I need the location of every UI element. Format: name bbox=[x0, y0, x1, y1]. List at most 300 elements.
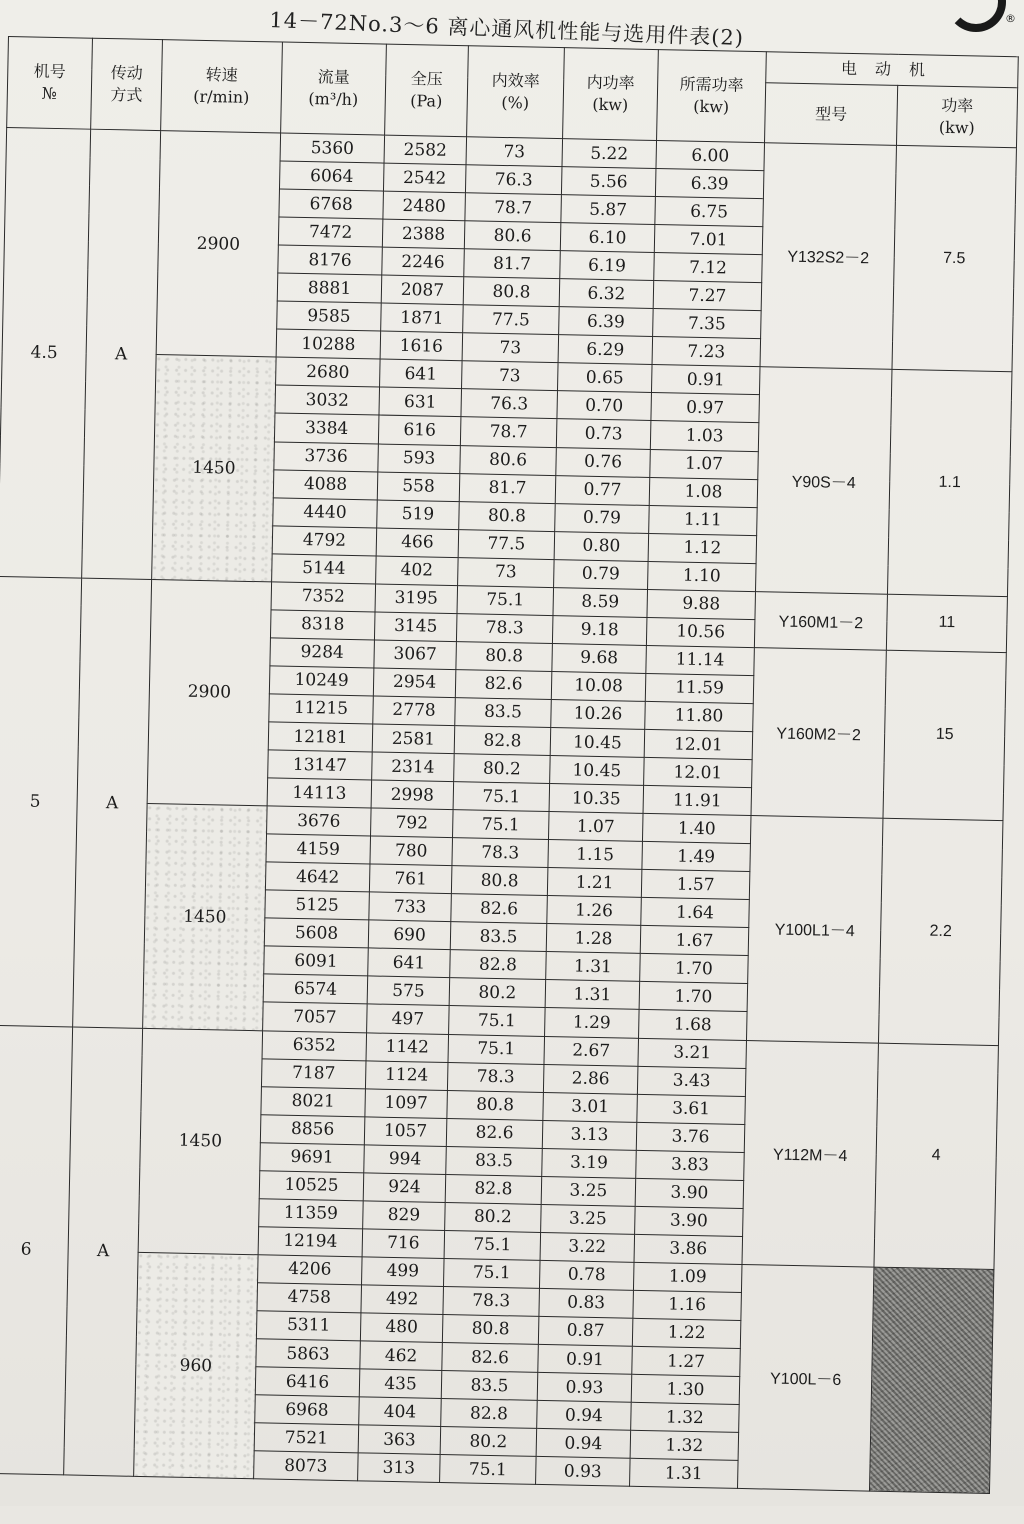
required-power-cell: 0.91 bbox=[651, 365, 760, 395]
internal-power-cell: 0.78 bbox=[539, 1260, 634, 1290]
header-speed-unit: (r/min) bbox=[193, 86, 250, 107]
internal-power-cell: 3.13 bbox=[542, 1120, 637, 1150]
efficiency-cell: 77.5 bbox=[458, 529, 555, 559]
pressure-cell: 641 bbox=[380, 359, 463, 389]
header-internal-power-unit: (kw) bbox=[592, 94, 629, 115]
internal-power-cell: 9.18 bbox=[552, 615, 647, 645]
required-power-cell: 1.31 bbox=[630, 1458, 739, 1488]
header-machine-no-label: 机号 bbox=[33, 61, 66, 82]
internal-power-cell: 6.39 bbox=[559, 307, 654, 337]
internal-power-cell: 5.87 bbox=[561, 195, 656, 225]
flow-cell: 11215 bbox=[269, 694, 374, 724]
header-pressure bbox=[385, 44, 469, 137]
motor-power-cell: 1.1 bbox=[887, 370, 1011, 597]
pressure-cell: 641 bbox=[368, 948, 451, 978]
pressure-cell: 363 bbox=[358, 1425, 441, 1455]
efficiency-cell: 75.1 bbox=[448, 1034, 545, 1064]
motor-power-cell: 11 bbox=[886, 594, 1007, 652]
header-motor-power-unit: (kw) bbox=[938, 117, 975, 138]
pressure-cell: 575 bbox=[367, 976, 450, 1006]
internal-power-cell: 1.15 bbox=[548, 840, 643, 870]
motor-model-cell: Y90S－4 bbox=[756, 367, 892, 594]
flow-cell: 4758 bbox=[257, 1283, 362, 1313]
internal-power-cell: 3.19 bbox=[542, 1148, 637, 1178]
efficiency-cell: 83.5 bbox=[446, 1146, 543, 1176]
efficiency-cell: 82.8 bbox=[441, 1399, 538, 1429]
internal-power-cell: 1.29 bbox=[545, 1008, 640, 1038]
fan-performance-table-sheet bbox=[0, 36, 1018, 1524]
flow-cell: 5360 bbox=[280, 133, 385, 163]
pressure-cell: 404 bbox=[359, 1397, 442, 1427]
efficiency-cell: 75.1 bbox=[449, 1006, 546, 1036]
required-power-cell: 6.75 bbox=[655, 197, 764, 227]
motor-power-cell: 7.5 bbox=[892, 145, 1016, 372]
internal-power-cell: 0.77 bbox=[555, 475, 650, 505]
pressure-cell: 2998 bbox=[371, 780, 454, 810]
motor-power-cell: 4 bbox=[874, 1043, 998, 1270]
required-power-cell: 3.21 bbox=[638, 1038, 747, 1068]
flow-cell: 4159 bbox=[266, 834, 371, 864]
required-power-cell: 11.59 bbox=[645, 673, 754, 703]
efficiency-cell: 80.8 bbox=[459, 501, 556, 531]
header-flow bbox=[281, 42, 387, 135]
flow-cell: 8318 bbox=[270, 610, 375, 640]
internal-power-cell: 1.31 bbox=[546, 952, 641, 982]
required-power-cell: 1.22 bbox=[632, 1318, 741, 1348]
pressure-cell: 2954 bbox=[373, 668, 456, 698]
required-power-cell: 1.08 bbox=[649, 477, 758, 507]
flow-cell: 6768 bbox=[279, 189, 384, 219]
required-power-cell: 7.23 bbox=[652, 337, 761, 367]
pressure-cell: 2582 bbox=[384, 135, 467, 165]
pressure-cell: 3067 bbox=[374, 640, 457, 670]
flow-cell: 9284 bbox=[270, 638, 375, 668]
header-speed bbox=[161, 40, 283, 133]
header-efficiency-unit: (%) bbox=[501, 92, 530, 113]
internal-power-cell: 0.80 bbox=[554, 531, 649, 561]
header-motor-model: 型号 bbox=[765, 83, 898, 145]
flow-cell: 6352 bbox=[262, 1030, 367, 1060]
pressure-cell: 1871 bbox=[381, 303, 464, 333]
internal-power-cell: 3.22 bbox=[540, 1232, 635, 1262]
speed-cell: 960 bbox=[134, 1252, 258, 1479]
motor-model-cell: Y100L－6 bbox=[737, 1264, 873, 1491]
required-power-cell: 12.01 bbox=[644, 757, 753, 787]
required-power-cell: 1.49 bbox=[642, 842, 751, 872]
internal-power-cell: 0.94 bbox=[537, 1401, 632, 1431]
efficiency-cell: 73 bbox=[462, 361, 559, 391]
required-power-cell: 1.11 bbox=[649, 505, 758, 535]
internal-power-cell: 0.70 bbox=[557, 391, 652, 421]
required-power-cell: 6.00 bbox=[656, 141, 765, 171]
efficiency-cell: 80.6 bbox=[464, 221, 561, 251]
internal-power-cell: 0.87 bbox=[538, 1316, 633, 1346]
required-power-cell: 10.56 bbox=[646, 617, 755, 647]
motor-model-cell: Y100L1－4 bbox=[746, 816, 882, 1043]
flow-cell: 6064 bbox=[279, 161, 384, 191]
required-power-cell: 3.76 bbox=[636, 1122, 745, 1152]
required-power-cell: 7.12 bbox=[654, 253, 763, 283]
pressure-cell: 994 bbox=[364, 1145, 447, 1175]
pressure-cell: 313 bbox=[358, 1453, 441, 1483]
speed-cell: 1450 bbox=[138, 1028, 262, 1255]
internal-power-cell: 2.86 bbox=[543, 1064, 638, 1094]
flow-cell: 8021 bbox=[261, 1086, 366, 1116]
required-power-cell: 1.30 bbox=[631, 1374, 740, 1404]
internal-power-cell: 2.67 bbox=[544, 1036, 639, 1066]
flow-cell: 10525 bbox=[259, 1171, 364, 1201]
required-power-cell: 1.40 bbox=[642, 814, 751, 844]
speed-cell: 1450 bbox=[143, 804, 267, 1031]
internal-power-cell: 6.29 bbox=[558, 335, 653, 365]
efficiency-cell: 83.5 bbox=[455, 698, 552, 728]
internal-power-cell: 9.68 bbox=[552, 643, 647, 673]
efficiency-cell: 75.1 bbox=[453, 782, 550, 812]
required-power-cell: 1.32 bbox=[630, 1430, 739, 1460]
speed-cell: 2900 bbox=[156, 131, 280, 358]
flow-cell: 4088 bbox=[273, 469, 378, 499]
internal-power-cell: 0.83 bbox=[539, 1288, 634, 1318]
efficiency-cell: 83.5 bbox=[450, 922, 547, 952]
required-power-cell: 11.14 bbox=[646, 645, 755, 675]
efficiency-cell: 82.6 bbox=[442, 1342, 539, 1372]
internal-power-cell: 10.45 bbox=[550, 728, 645, 758]
required-power-cell: 1.03 bbox=[650, 421, 759, 451]
efficiency-cell: 73 bbox=[466, 137, 563, 167]
required-power-cell: 1.09 bbox=[633, 1262, 742, 1292]
header-pressure-label: 全压 bbox=[410, 69, 443, 89]
pressure-cell: 2581 bbox=[372, 724, 455, 754]
required-power-cell: 7.27 bbox=[653, 281, 762, 311]
efficiency-cell: 81.7 bbox=[459, 473, 556, 503]
pressure-cell: 593 bbox=[378, 444, 461, 474]
flow-cell: 4792 bbox=[272, 526, 377, 556]
required-power-cell: 7.35 bbox=[653, 309, 762, 339]
internal-power-cell: 0.79 bbox=[554, 559, 649, 589]
efficiency-cell: 80.2 bbox=[440, 1427, 537, 1457]
required-power-cell: 1.57 bbox=[641, 870, 750, 900]
registered-mark: ® bbox=[1005, 12, 1016, 25]
internal-power-cell: 0.94 bbox=[536, 1429, 631, 1459]
internal-power-cell: 0.76 bbox=[556, 447, 651, 477]
internal-power-cell: 6.10 bbox=[560, 223, 655, 253]
header-motor-power bbox=[896, 86, 1017, 148]
flow-cell: 11359 bbox=[259, 1199, 364, 1229]
pressure-cell: 558 bbox=[377, 472, 460, 502]
header-transmission-sub: 方式 bbox=[110, 85, 143, 105]
flow-cell: 5608 bbox=[264, 918, 369, 948]
required-power-cell: 11.80 bbox=[645, 701, 754, 731]
efficiency-cell: 77.5 bbox=[463, 305, 560, 335]
required-power-cell: 9.88 bbox=[647, 589, 756, 619]
motor-power-cell: 2.2 bbox=[878, 818, 1002, 1045]
header-efficiency-label: 内效率 bbox=[491, 70, 540, 91]
pressure-cell: 690 bbox=[368, 920, 451, 950]
internal-power-cell: 8.59 bbox=[553, 587, 648, 617]
internal-power-cell: 1.21 bbox=[547, 868, 642, 898]
motor-model-cell: Y132S2－2 bbox=[760, 143, 896, 370]
internal-power-cell: 0.91 bbox=[538, 1344, 633, 1374]
efficiency-cell: 82.8 bbox=[454, 726, 551, 756]
motor-model-cell: Y112M－4 bbox=[742, 1040, 878, 1267]
flow-cell: 8881 bbox=[277, 273, 382, 303]
flow-cell: 5125 bbox=[265, 890, 370, 920]
pressure-cell: 792 bbox=[371, 808, 454, 838]
transmission-cell: A bbox=[73, 578, 152, 1028]
required-power-cell: 1.16 bbox=[633, 1290, 742, 1320]
pressure-cell: 2388 bbox=[382, 219, 465, 249]
efficiency-cell: 78.3 bbox=[443, 1286, 540, 1316]
efficiency-cell: 78.3 bbox=[452, 838, 549, 868]
transmission-cell: A bbox=[64, 1026, 143, 1476]
header-internal-power-label: 内功率 bbox=[586, 72, 635, 93]
efficiency-cell: 75.1 bbox=[443, 1258, 540, 1288]
header-transmission-label: 传动 bbox=[110, 63, 143, 83]
motor-model-cell: Y160M1－2 bbox=[754, 591, 887, 650]
pressure-cell: 2314 bbox=[372, 752, 455, 782]
efficiency-cell: 81.7 bbox=[464, 249, 561, 279]
flow-cell: 4642 bbox=[265, 862, 370, 892]
table-body bbox=[0, 127, 1016, 1493]
flow-cell: 6091 bbox=[264, 946, 369, 976]
efficiency-cell: 80.8 bbox=[442, 1314, 539, 1344]
pressure-cell: 1616 bbox=[380, 331, 463, 361]
flow-cell: 5311 bbox=[256, 1311, 361, 1341]
pressure-cell: 1142 bbox=[366, 1032, 449, 1062]
internal-power-cell: 1.07 bbox=[548, 812, 643, 842]
internal-power-cell: 3.25 bbox=[541, 1204, 636, 1234]
required-power-cell: 1.10 bbox=[648, 561, 757, 591]
flow-cell: 4206 bbox=[258, 1255, 363, 1285]
flow-cell: 8176 bbox=[278, 245, 383, 275]
flow-cell: 7187 bbox=[261, 1058, 366, 1088]
pressure-cell: 924 bbox=[363, 1173, 446, 1203]
header-machine-no bbox=[7, 37, 93, 130]
flow-cell: 7472 bbox=[278, 217, 383, 247]
efficiency-cell: 82.6 bbox=[446, 1118, 543, 1148]
efficiency-cell: 73 bbox=[458, 557, 555, 587]
header-motor: 电动机 bbox=[766, 52, 1019, 88]
pressure-cell: 402 bbox=[376, 556, 459, 586]
pressure-cell: 480 bbox=[360, 1313, 443, 1343]
flow-cell: 2680 bbox=[276, 357, 381, 387]
header-speed-label: 转速 bbox=[205, 64, 238, 85]
internal-power-cell: 5.22 bbox=[562, 139, 657, 169]
header-efficiency bbox=[467, 46, 565, 139]
required-power-cell: 6.39 bbox=[655, 169, 764, 199]
pressure-cell: 519 bbox=[377, 500, 460, 530]
logo-icon bbox=[946, 0, 1006, 32]
internal-power-cell: 10.08 bbox=[551, 671, 646, 701]
header-motor-power-label: 功率 bbox=[941, 95, 974, 116]
flow-cell: 3384 bbox=[274, 413, 379, 443]
required-power-cell: 0.97 bbox=[651, 393, 760, 423]
required-power-cell: 3.86 bbox=[634, 1234, 743, 1264]
transmission-cell: A bbox=[82, 129, 161, 579]
internal-power-cell: 0.93 bbox=[537, 1372, 632, 1402]
required-power-cell: 1.70 bbox=[639, 982, 748, 1012]
machine-no-cell: 4.5 bbox=[0, 127, 91, 577]
pressure-cell: 3145 bbox=[374, 612, 457, 642]
efficiency-cell: 80.8 bbox=[451, 866, 548, 896]
required-power-cell: 1.64 bbox=[641, 898, 750, 928]
efficiency-cell: 80.8 bbox=[463, 277, 560, 307]
efficiency-cell: 82.8 bbox=[445, 1174, 542, 1204]
flow-cell: 3676 bbox=[267, 806, 372, 836]
internal-power-cell: 0.65 bbox=[557, 363, 652, 393]
efficiency-cell: 78.7 bbox=[460, 417, 557, 447]
pressure-cell: 1097 bbox=[365, 1088, 448, 1118]
flow-cell: 4440 bbox=[273, 498, 378, 528]
motor-power-cell bbox=[869, 1267, 993, 1494]
efficiency-cell: 80.2 bbox=[445, 1202, 542, 1232]
pressure-cell: 761 bbox=[369, 864, 452, 894]
flow-cell: 10249 bbox=[269, 666, 374, 696]
pressure-cell: 1124 bbox=[365, 1060, 448, 1090]
header-internal-power bbox=[563, 48, 659, 141]
flow-cell: 10288 bbox=[276, 329, 381, 359]
flow-cell: 12194 bbox=[258, 1227, 363, 1257]
pressure-cell: 466 bbox=[376, 528, 459, 558]
internal-power-cell: 0.73 bbox=[556, 419, 651, 449]
pressure-cell: 3195 bbox=[375, 584, 458, 614]
flow-cell: 5863 bbox=[256, 1339, 361, 1369]
internal-power-cell: 6.19 bbox=[560, 251, 655, 281]
efficiency-cell: 80.6 bbox=[460, 445, 557, 475]
internal-power-cell: 0.93 bbox=[536, 1457, 631, 1487]
required-power-cell: 12.01 bbox=[644, 729, 753, 759]
pressure-cell: 2542 bbox=[383, 163, 466, 193]
flow-cell: 3032 bbox=[275, 385, 380, 415]
required-power-cell: 1.12 bbox=[648, 533, 757, 563]
flow-cell: 7057 bbox=[263, 1002, 368, 1032]
efficiency-cell: 80.2 bbox=[454, 754, 551, 784]
motor-model-cell: Y160M2－2 bbox=[751, 647, 886, 818]
required-power-cell: 1.70 bbox=[640, 954, 749, 984]
internal-power-cell: 3.25 bbox=[541, 1176, 636, 1206]
flow-cell: 6416 bbox=[255, 1367, 360, 1397]
pressure-cell: 2778 bbox=[373, 696, 456, 726]
flow-cell: 14113 bbox=[267, 778, 372, 808]
pressure-cell: 492 bbox=[361, 1285, 444, 1315]
internal-power-cell: 0.79 bbox=[555, 503, 650, 533]
pressure-cell: 2087 bbox=[381, 275, 464, 305]
internal-power-cell: 6.32 bbox=[559, 279, 654, 309]
flow-cell: 9691 bbox=[260, 1142, 365, 1172]
speed-cell: 1450 bbox=[152, 355, 276, 582]
flow-cell: 3736 bbox=[274, 441, 379, 471]
required-power-cell: 3.90 bbox=[635, 1178, 744, 1208]
required-power-cell: 1.07 bbox=[650, 449, 759, 479]
fan-performance-table bbox=[0, 36, 1019, 1494]
efficiency-cell: 75.1 bbox=[457, 585, 554, 615]
efficiency-cell: 75.1 bbox=[440, 1455, 537, 1485]
efficiency-cell: 76.3 bbox=[461, 389, 558, 419]
internal-power-cell: 1.26 bbox=[547, 896, 642, 926]
flow-cell: 7352 bbox=[271, 582, 376, 612]
pressure-cell: 716 bbox=[362, 1229, 445, 1259]
required-power-cell: 3.83 bbox=[636, 1150, 745, 1180]
required-power-cell: 3.43 bbox=[637, 1066, 746, 1096]
header-pressure-unit: (Pa) bbox=[410, 91, 443, 111]
efficiency-cell: 76.3 bbox=[465, 165, 562, 195]
header-machine-no-sub: № bbox=[41, 83, 58, 103]
motor-power-cell: 15 bbox=[883, 650, 1006, 821]
required-power-cell: 1.68 bbox=[639, 1010, 748, 1040]
required-power-cell: 1.27 bbox=[632, 1346, 741, 1376]
efficiency-cell: 82.6 bbox=[451, 894, 548, 924]
flow-cell: 12181 bbox=[268, 722, 373, 752]
required-power-cell: 3.61 bbox=[637, 1094, 746, 1124]
flow-cell: 13147 bbox=[268, 750, 373, 780]
machine-no-cell: 5 bbox=[0, 576, 82, 1026]
pressure-cell: 462 bbox=[360, 1341, 443, 1371]
efficiency-cell: 82.8 bbox=[450, 950, 547, 980]
flow-cell: 7521 bbox=[254, 1423, 359, 1453]
internal-power-cell: 10.35 bbox=[549, 784, 644, 814]
efficiency-cell: 80.8 bbox=[456, 641, 553, 671]
efficiency-cell: 75.1 bbox=[444, 1230, 541, 1260]
flow-cell: 6574 bbox=[263, 974, 368, 1004]
machine-no-cell: 6 bbox=[0, 1025, 73, 1475]
pressure-cell: 829 bbox=[363, 1201, 446, 1231]
efficiency-cell: 83.5 bbox=[441, 1371, 538, 1401]
internal-power-cell: 10.26 bbox=[551, 699, 646, 729]
efficiency-cell: 82.6 bbox=[455, 670, 552, 700]
pressure-cell: 631 bbox=[379, 387, 462, 417]
internal-power-cell: 1.31 bbox=[545, 980, 640, 1010]
header-flow-unit: (m³/h) bbox=[308, 89, 359, 110]
header-required-power bbox=[657, 50, 767, 143]
pressure-cell: 2246 bbox=[382, 247, 465, 277]
efficiency-cell: 80.8 bbox=[447, 1090, 544, 1120]
required-power-cell: 3.90 bbox=[635, 1206, 744, 1236]
internal-power-cell: 1.28 bbox=[546, 924, 641, 954]
efficiency-cell: 78.3 bbox=[447, 1062, 544, 1092]
pressure-cell: 499 bbox=[362, 1257, 445, 1287]
flow-cell: 8856 bbox=[260, 1114, 365, 1144]
internal-power-cell: 3.01 bbox=[543, 1092, 638, 1122]
flow-cell: 9585 bbox=[277, 301, 382, 331]
efficiency-cell: 73 bbox=[462, 333, 559, 363]
header-transmission bbox=[91, 38, 163, 130]
required-power-cell: 7.01 bbox=[654, 225, 763, 255]
pressure-cell: 1057 bbox=[364, 1117, 447, 1147]
flow-cell: 5144 bbox=[272, 554, 377, 584]
required-power-cell: 1.67 bbox=[640, 926, 749, 956]
header-required-power-label: 所需功率 bbox=[679, 74, 744, 95]
pressure-cell: 497 bbox=[367, 1004, 450, 1034]
internal-power-cell: 5.56 bbox=[561, 167, 656, 197]
internal-power-cell: 10.45 bbox=[550, 756, 645, 786]
required-power-cell: 1.32 bbox=[631, 1402, 740, 1432]
header-flow-label: 流量 bbox=[317, 67, 350, 87]
pressure-cell: 733 bbox=[369, 892, 452, 922]
pressure-cell: 780 bbox=[370, 836, 453, 866]
efficiency-cell: 78.3 bbox=[456, 613, 553, 643]
page-title: 14－72No.3～6 离心通风机性能与选用件表(2) bbox=[268, 7, 745, 51]
efficiency-cell: 78.7 bbox=[465, 193, 562, 223]
pressure-cell: 435 bbox=[359, 1369, 442, 1399]
flow-cell: 8073 bbox=[254, 1451, 359, 1481]
speed-cell: 2900 bbox=[147, 579, 271, 806]
pressure-cell: 2480 bbox=[383, 191, 466, 221]
efficiency-cell: 80.2 bbox=[449, 978, 546, 1008]
pressure-cell: 616 bbox=[378, 415, 461, 445]
efficiency-cell: 75.1 bbox=[452, 810, 549, 840]
header-required-power-unit: (kw) bbox=[693, 96, 730, 117]
required-power-cell: 11.91 bbox=[643, 785, 752, 815]
